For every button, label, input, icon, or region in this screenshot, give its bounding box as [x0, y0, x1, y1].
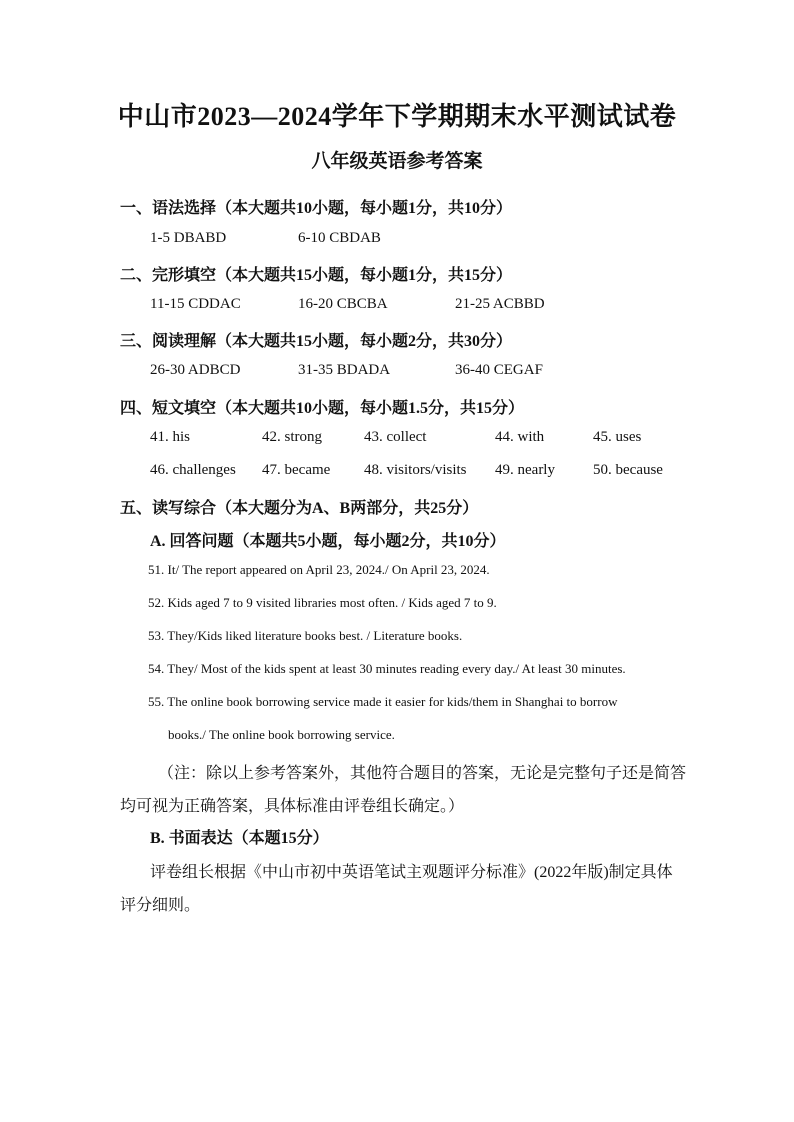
answer-55-continued: books./ The online book borrowing service.: [168, 727, 395, 742]
section-heading-grammar: 一、语法选择（本大题共10小题，每小题1分，共10分）: [120, 200, 513, 217]
answer-group: 36-40 CEGAF: [455, 362, 543, 378]
answer-52: 52. Kids aged 7 to 9 visited libraries most often. / Kids aged 7 to 9.: [148, 595, 497, 610]
grading-note-continued: 均可视为正确答案，具体标准由评卷组长确定。）: [120, 798, 465, 815]
answer-item: 44. with: [495, 429, 545, 445]
answer-item: 50. because: [593, 462, 663, 478]
section-heading-passage-fill: 四、短文填空（本大题共10小题，每小题1.5分，共15分）: [120, 400, 525, 417]
section-heading-reading-writing: 五、读写综合（本大题分为A、B两部分，共25分）: [120, 500, 479, 517]
answer-item: 41. his: [150, 429, 191, 445]
answer-group: 21-25 ACBBD: [455, 296, 545, 312]
answer-group: 11-15 CDDAC: [150, 296, 241, 312]
part-b-text-continued: 评分细则。: [120, 897, 201, 914]
answer-item: 48. visitors/visits: [364, 462, 467, 478]
answer-item: 47. became: [262, 462, 331, 478]
answer-item: 43. collect: [364, 429, 427, 445]
answer-54: 54. They/ Most of the kids spent at least 30 minutes reading every day./ At least 30 minutes.: [148, 661, 626, 676]
part-b-heading: B. 书面表达（本题15分）: [150, 830, 329, 847]
part-b-text: 评卷组长根据《中山市初中英语笔试主观题评分标准》(2022年版)制定具体: [150, 864, 673, 881]
answer-item: 49. nearly: [495, 462, 555, 478]
section-heading-reading: 三、阅读理解（本大题共15小题，每小题2分，共30分）: [120, 333, 513, 350]
answer-item: 45. uses: [593, 429, 642, 445]
answer-group: 6-10 CBDAB: [298, 230, 381, 246]
answer-group: 31-35 BDADA: [298, 362, 391, 378]
page-title: 中山市2023—2024学年下学期期末水平测试试卷: [117, 102, 677, 131]
answer-item: 46. challenges: [150, 462, 236, 478]
answer-53: 53. They/Kids liked literature books best. / Literature books.: [148, 628, 463, 643]
grading-note: （注：除以上参考答案外，其他符合题目的答案，无论是完整句子还是简答: [158, 765, 687, 782]
answer-group: 1-5 DBABD: [150, 230, 227, 246]
answer-55: 55. The online book borrowing service made it easier for kids/them in Shanghai to borrow: [148, 694, 618, 709]
part-a-heading: A. 回答问题（本题共5小题，每小题2分，共10分）: [150, 533, 506, 550]
answer-51: 51. It/ The report appeared on April 23, 2024./ On April 23, 2024.: [148, 562, 490, 577]
answer-item: 42. strong: [262, 429, 322, 445]
answer-group: 26-30 ADBCD: [150, 362, 241, 378]
answer-group: 16-20 CBCBA: [298, 296, 388, 312]
section-heading-cloze: 二、完形填空（本大题共15小题，每小题1分，共15分）: [120, 267, 513, 284]
page-subtitle: 八年级英语参考答案: [311, 151, 483, 172]
